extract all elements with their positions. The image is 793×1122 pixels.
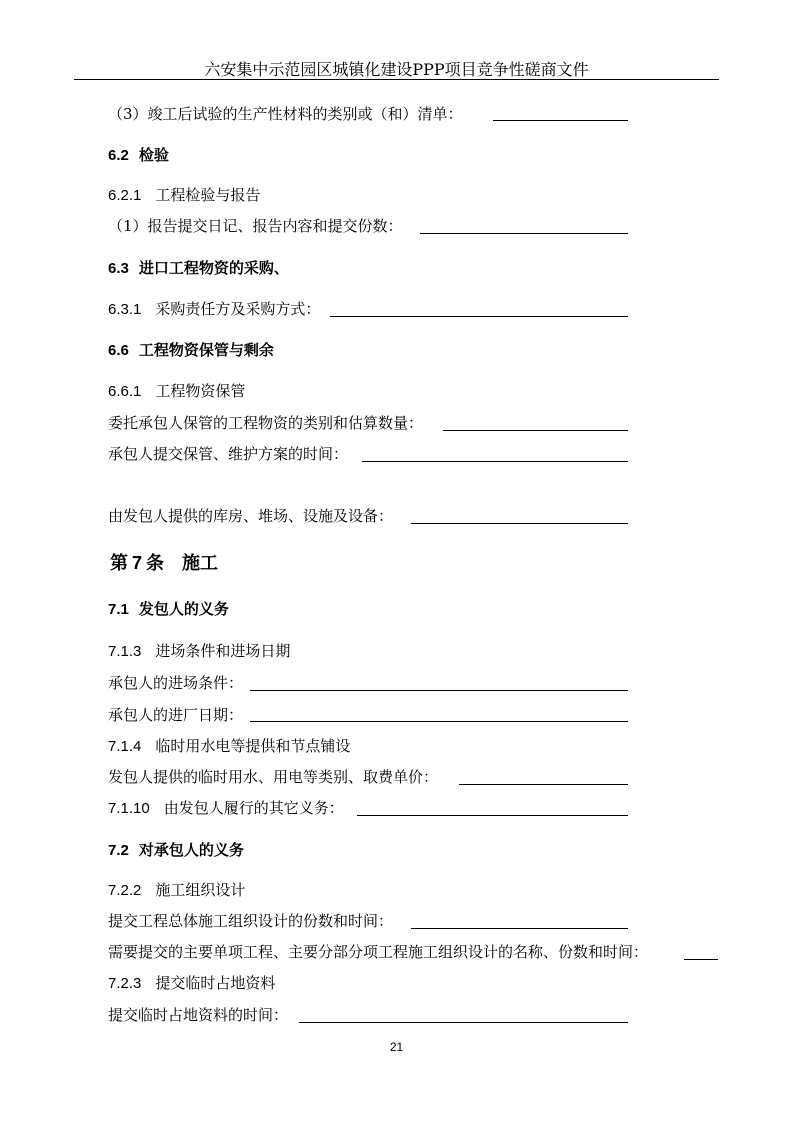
fill-in-blank[interactable] [493, 120, 628, 121]
form-line-maintenance [108, 443, 348, 465]
subsection-title: 进场条件和进场日期 [155, 642, 291, 660]
form-line-warehouse [108, 505, 393, 527]
section-heading-6-2 [108, 144, 169, 166]
section-title: 进口工程物资的采购、 [138, 259, 289, 277]
fill-in-blank[interactable] [250, 721, 628, 722]
line-text: 承包人的进场条件： [108, 674, 244, 692]
section-number: 6.6 [108, 342, 129, 359]
line-text: 发包人提供的临时用水、用电等类别、取费单价： [108, 768, 439, 786]
subsection-number: 7.1.4 [108, 738, 142, 755]
form-line-temp-land [108, 1004, 288, 1026]
section-heading-6-6 [108, 339, 274, 361]
line-text: 委托承包人保管的工程物资的类别和估算数量： [108, 414, 424, 432]
page-header-title: 六安集中示范园区城镇化建设PPP项目竞争性磋商文件 [204, 60, 589, 79]
fill-in-blank[interactable] [684, 959, 718, 960]
subsection-title: 工程检验与报告 [155, 186, 261, 204]
fill-in-blank[interactable] [330, 316, 628, 317]
subsection-number: 7.1.3 [108, 643, 142, 660]
section-number: 7.2 [108, 842, 129, 859]
section-title: 对承包人的义务 [138, 841, 244, 859]
fill-in-blank[interactable] [250, 690, 628, 691]
section-title: 发包人的义务 [138, 600, 229, 618]
section-title: 检验 [138, 146, 169, 164]
section-number: 6.3 [108, 260, 129, 277]
subsection-number: 7.1.10 [108, 800, 150, 817]
fill-in-blank[interactable] [420, 233, 628, 234]
subsection-title: 施工组织设计 [155, 881, 246, 899]
form-line-unit-design [108, 941, 648, 963]
line-text: 提交临时占地资料的时间： [108, 1006, 289, 1024]
section-heading-6-3 [108, 257, 289, 279]
subsection-number: 7.2.2 [108, 882, 142, 899]
form-line-entrusted [108, 412, 423, 434]
subsection-title: 采购责任方及采购方式： [155, 300, 321, 318]
section-title: 工程物资保管与剩余 [138, 341, 274, 359]
form-line-1 [108, 103, 463, 125]
line-text: （1）报告提交日记、报告内容和提交份数： [108, 217, 403, 235]
section-number: 6.2 [108, 147, 129, 164]
subsection-7-2-2 [108, 879, 245, 901]
subsection-7-2-3 [108, 972, 275, 994]
article-heading-7 [110, 550, 218, 576]
subsection-title: 提交临时占地资料 [155, 974, 276, 992]
fill-in-blank[interactable] [459, 784, 628, 785]
subsection-title: 工程物资保管 [155, 382, 246, 400]
subsection-number: 6.3.1 [108, 301, 142, 318]
line-text: 需要提交的主要单项工程、主要分部分项工程施工组织设计的名称、份数和时间： [108, 943, 649, 961]
subsection-7-1-10 [108, 797, 344, 819]
section-number: 7.1 [108, 601, 129, 618]
subsection-6-2-1 [108, 184, 260, 206]
article-title: 条 施工 [146, 553, 219, 574]
form-line-entry-date [108, 704, 243, 726]
article-number: 7 [132, 553, 143, 573]
fill-in-blank[interactable] [362, 461, 628, 462]
line-text: （3）竣工后试验的生产性材料的类别或（和）清单： [108, 105, 463, 123]
subsection-number: 6.6.1 [108, 383, 142, 400]
subsection-7-1-3 [108, 640, 290, 662]
page-number: 21 [389, 1040, 404, 1054]
fill-in-blank[interactable] [411, 523, 628, 524]
subsection-title: 临时用水电等提供和节点铺设 [155, 737, 351, 755]
section-heading-7-1 [108, 598, 229, 620]
fill-in-blank[interactable] [299, 1022, 628, 1023]
line-text: 由发包人提供的库房、堆场、设施及设备： [108, 507, 394, 525]
subsection-number: 7.2.3 [108, 975, 142, 992]
subsection-title: 由发包人履行的其它义务： [163, 799, 344, 817]
section-heading-7-2 [108, 839, 244, 861]
subsection-6-3-1 [108, 298, 320, 320]
line-text: 承包人的进厂日期： [108, 706, 244, 724]
article-prefix: 第 [110, 553, 128, 574]
line-text: 承包人提交保管、维护方案的时间： [108, 445, 349, 463]
line-text: 提交工程总体施工组织设计的份数和时间： [108, 912, 394, 930]
fill-in-blank[interactable] [357, 815, 628, 816]
subsection-7-1-4 [108, 735, 350, 757]
form-line-entry-conditions [108, 672, 243, 694]
form-line-utilities [108, 766, 438, 788]
header-rule [74, 79, 719, 80]
subsection-6-6-1 [108, 380, 245, 402]
form-line-report [108, 215, 403, 237]
subsection-number: 6.2.1 [108, 187, 142, 204]
fill-in-blank[interactable] [443, 430, 628, 431]
form-line-overall-design [108, 910, 393, 932]
fill-in-blank[interactable] [411, 928, 628, 929]
